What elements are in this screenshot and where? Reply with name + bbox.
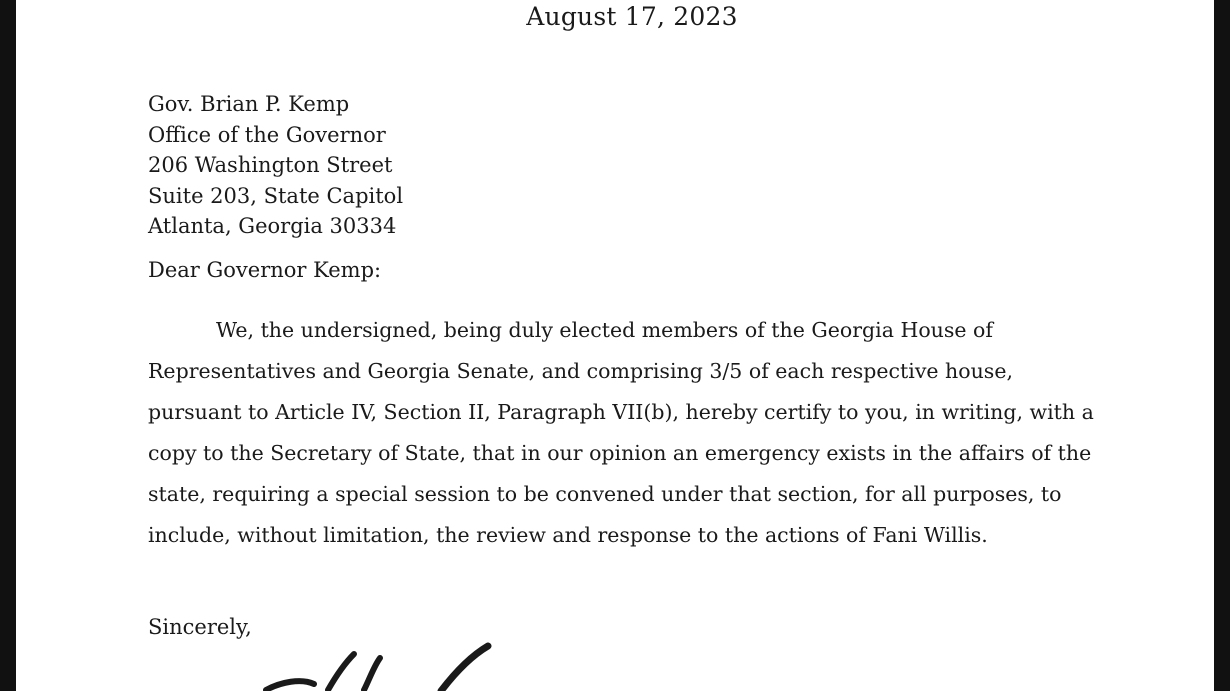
recipient-city: Atlanta, Georgia 30334 — [148, 214, 397, 238]
letter-body — [148, 310, 1094, 556]
body-line: pursuant to Article IV, Section II, Paragraph VII(b), hereby certify to you, in writing, with a — [148, 400, 1094, 424]
body-line: copy to the Secretary of State, that in our opinion an emergency exists in the affairs of the — [148, 441, 1092, 465]
left-border — [0, 0, 16, 691]
right-border — [1214, 0, 1230, 691]
salutation: Dear Governor Kemp: — [148, 258, 382, 282]
recipient-office: Office of the Governor — [148, 122, 386, 147]
body-line: Representatives and Georgia Senate, and comprising 3/5 of each respective house, — [148, 359, 1013, 383]
body-line: include, without limitation, the review and response to the actions of Fani Willis. — [148, 523, 988, 547]
body-line: state, requiring a special session to be convened under that section, for all purposes, to — [148, 482, 1062, 506]
recipient-suite: Suite 203, State Capitol — [148, 183, 404, 208]
letter-page — [16, 0, 1214, 691]
handwritten-signature-icon — [256, 638, 516, 691]
closing: Sincerely, — [148, 615, 252, 639]
recipient-street: 206 Washington Street — [148, 153, 393, 177]
body-line: We, the undersigned, being duly elected members of the Georgia House of — [216, 318, 993, 342]
recipient-address — [148, 89, 403, 242]
recipient-name: Gov. Brian P. Kemp — [148, 92, 350, 116]
letter-date: August 17, 2023 — [526, 2, 738, 31]
